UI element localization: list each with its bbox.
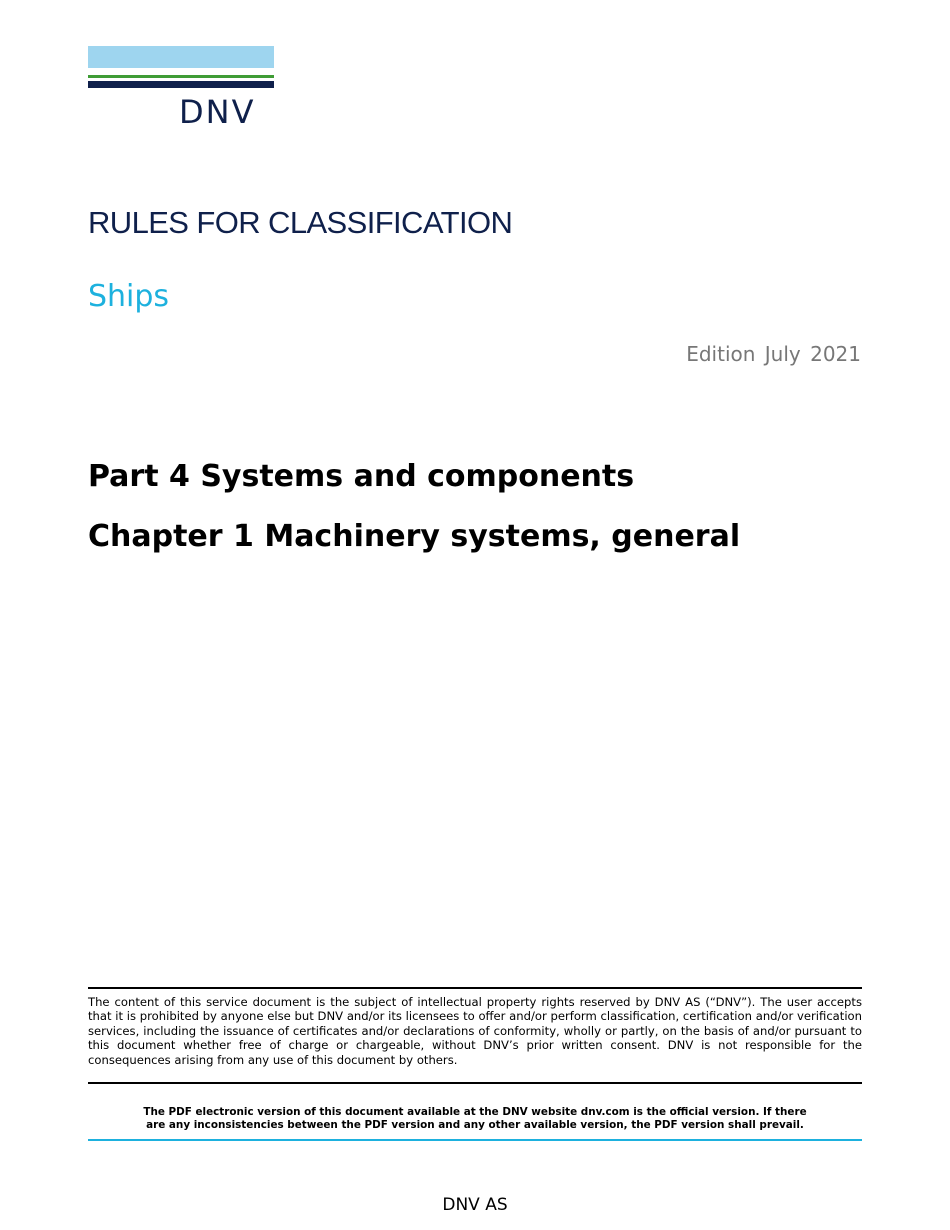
- copyright-disclaimer: The content of this service document is the subject of intellectual property rights reserved by DNV AS (“DNV”). The user accepts that it is prohibited by anyone else but DNV and/or its licensees to offer and/or perform classification, certification and/or verification services, including the issuance of certificates and/or declarations of conformity, wholly or partly, on the basis of and/or pursuant to this document whether free of charge or chargeable, without DNV’s prior written consent. DNV is not responsible for the consequences arising from any use of this document by others.: [88, 995, 862, 1067]
- edition-date: Edition July 2021: [686, 342, 861, 366]
- dnv-logo: [88, 46, 274, 130]
- part-title: Part 4 Systems and components: [88, 459, 635, 494]
- logo-wordmark: DNV: [179, 93, 256, 131]
- divider-bottom: [88, 1139, 862, 1141]
- document-series-title: RULES FOR CLASSIFICATION: [88, 205, 513, 240]
- official-version-notice: [88, 1106, 862, 1132]
- document-subject: Ships: [88, 279, 170, 314]
- divider-middle: [88, 1082, 862, 1084]
- official-notice-line-2: are any inconsistencies between the PDF version and any other available version, the PDF version shall prevail.: [146, 1119, 804, 1131]
- logo-light-blue-band: [88, 46, 274, 68]
- publisher-footer: DNV AS: [442, 1195, 508, 1215]
- official-notice-line-1: The PDF electronic version of this document available at the DNV website dnv.com is the official version. If there: [143, 1106, 807, 1118]
- chapter-title: Chapter 1 Machinery systems, general: [88, 519, 741, 554]
- divider-top: [88, 987, 862, 989]
- logo-navy-band: [88, 81, 274, 88]
- logo-green-line: [88, 75, 274, 78]
